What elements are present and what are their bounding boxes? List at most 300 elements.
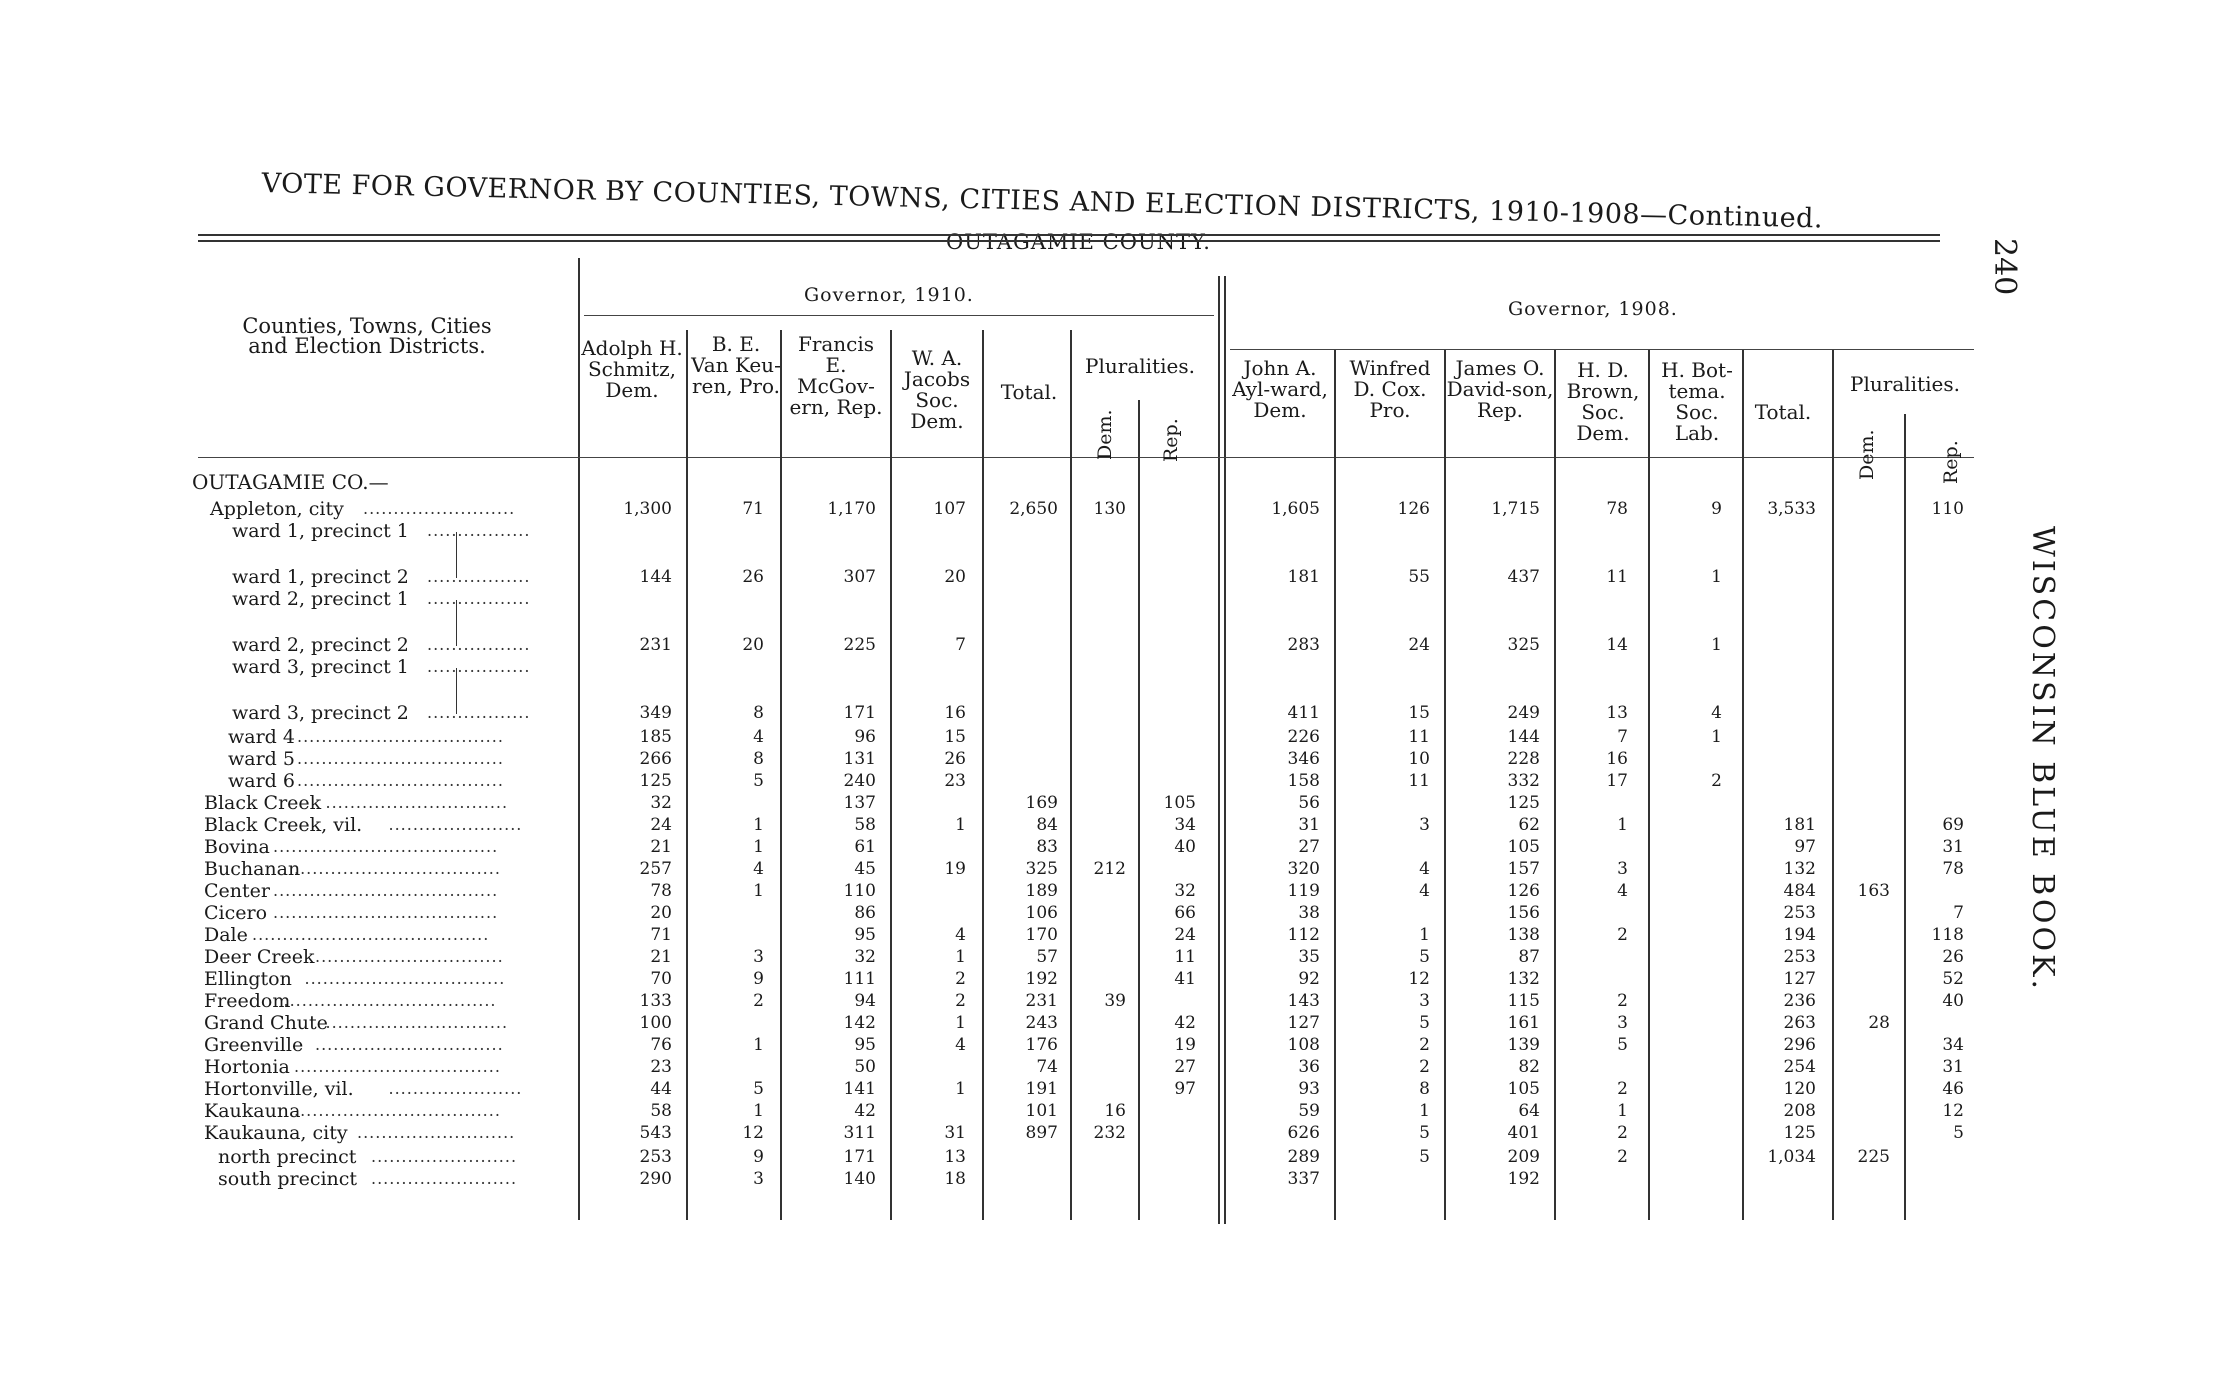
cell-1908: 1,605	[1271, 499, 1320, 519]
cell-1910: 185	[639, 727, 672, 747]
cell-1908: 125	[1783, 1123, 1816, 1143]
row-label: Hortonia	[204, 1056, 290, 1078]
cell-1910: 543	[639, 1123, 672, 1143]
cell-1908: 40	[1942, 991, 1964, 1011]
side-page-number: 240	[1987, 238, 2022, 296]
cell-1910: 257	[639, 859, 672, 879]
row-label: Ellington	[204, 968, 292, 990]
leader-dots: ..............................	[325, 793, 509, 812]
cell-1910: 9	[753, 1147, 764, 1167]
cell-1910: 142	[843, 1013, 876, 1033]
cell-1908: 62	[1518, 815, 1540, 835]
cell-1910: 58	[854, 815, 876, 835]
cell-1910: 225	[843, 635, 876, 655]
header-bottom-rule	[198, 457, 1974, 458]
cell-1910: 105	[1163, 793, 1196, 813]
row-label: ward 1, precinct 2	[232, 566, 409, 588]
cell-1908: 78	[1942, 859, 1964, 879]
cell-1910: 349	[639, 703, 672, 723]
row-label: Black Creek	[204, 792, 322, 814]
cell-1908: 132	[1783, 859, 1816, 879]
cell-1908: 332	[1507, 771, 1540, 791]
cell-1910: 140	[843, 1169, 876, 1189]
cell-1910: 133	[639, 991, 672, 1011]
cell-1910: 5	[753, 771, 764, 791]
row-label: ward 6	[228, 770, 295, 792]
cell-1910: 1	[955, 1079, 966, 1099]
cell-1910: 266	[639, 749, 672, 769]
cell-1910: 2	[955, 969, 966, 989]
cell-1908: 112	[1287, 925, 1320, 945]
cell-1908: 1	[1419, 925, 1430, 945]
cell-1908: 289	[1287, 1147, 1320, 1167]
cell-1908: 31	[1298, 815, 1320, 835]
row-label: Kaukauna	[204, 1100, 301, 1122]
cell-1908: 11	[1408, 771, 1430, 791]
row-label: Cicero	[204, 902, 268, 924]
leader-dots: .........................	[363, 499, 516, 518]
cell-1910: 189	[1025, 881, 1058, 901]
cell-1908: 7	[1953, 903, 1964, 923]
cell-1908: 28	[1868, 1013, 1890, 1033]
cell-1908: 69	[1942, 815, 1964, 835]
cell-1908: 31	[1942, 1057, 1964, 1077]
cell-1910: 95	[854, 925, 876, 945]
cell-1908: 337	[1287, 1169, 1320, 1189]
cell-1908: 2	[1617, 1079, 1628, 1099]
cell-1910: 12	[742, 1123, 764, 1143]
cell-1908: 138	[1507, 925, 1540, 945]
cell-1910: 8	[753, 703, 764, 723]
cell-1910: 86	[854, 903, 876, 923]
cell-1908: 226	[1287, 727, 1320, 747]
cell-1908: 12	[1408, 969, 1430, 989]
cell-1910: 311	[843, 1123, 876, 1143]
cell-1910: 1	[753, 1035, 764, 1055]
cell-1908: 97	[1794, 837, 1816, 857]
row-label: ward 3, precinct 1	[232, 656, 409, 678]
cell-1908: 110	[1931, 499, 1964, 519]
col-rule-9	[1554, 350, 1556, 1220]
cell-1908: 35	[1298, 947, 1320, 967]
row-label: ward 2, precinct 1	[232, 588, 409, 610]
cell-1910: 31	[944, 1123, 966, 1143]
leader-dots: .................................	[304, 969, 506, 988]
year-divider-b	[1224, 276, 1226, 1224]
col-rule-10	[1648, 350, 1650, 1220]
top-double-rule-1	[198, 234, 1940, 236]
cell-1910: 40	[1174, 837, 1196, 857]
cell-1910: 66	[1174, 903, 1196, 923]
cell-1908: 16	[1606, 749, 1628, 769]
leader-dots: .................	[427, 521, 531, 540]
cell-1908: 143	[1287, 991, 1320, 1011]
cell-1908: 2	[1419, 1057, 1430, 1077]
cell-1910: 107	[933, 499, 966, 519]
cell-1908: 192	[1507, 1169, 1540, 1189]
cell-1910: 100	[639, 1013, 672, 1033]
cell-1908: 14	[1606, 635, 1628, 655]
cell-1910: 16	[944, 703, 966, 723]
cell-1910: 26	[742, 567, 764, 587]
cell-1908: 1	[1711, 727, 1722, 747]
cell-1908: 3	[1617, 859, 1628, 879]
cell-1908: 437	[1507, 567, 1540, 587]
cell-1910: 4	[955, 925, 966, 945]
leader-dots: ..................................	[297, 771, 504, 790]
cell-1910: 42	[1174, 1013, 1196, 1033]
col-rule-5	[1070, 330, 1072, 1220]
cell-1908: 56	[1298, 793, 1320, 813]
cell-1910: 137	[843, 793, 876, 813]
col-rule-11	[1742, 350, 1744, 1220]
cell-1908: 253	[1783, 947, 1816, 967]
cell-1908: 209	[1507, 1147, 1540, 1167]
leader-dots: ..................................	[294, 1057, 501, 1076]
cell-1910: 23	[944, 771, 966, 791]
col-rule-6	[1138, 400, 1140, 1220]
cell-1910: 8	[753, 749, 764, 769]
col-rule-8	[1444, 350, 1446, 1220]
cell-1910: 83	[1036, 837, 1058, 857]
row-label: Hortonville, vil.	[204, 1078, 354, 1100]
cell-1908: 115	[1507, 991, 1540, 1011]
cell-1908: 236	[1783, 991, 1816, 1011]
cell-1908: 126	[1397, 499, 1430, 519]
cell-1908: 127	[1287, 1013, 1320, 1033]
cell-1908: 82	[1518, 1057, 1540, 1077]
group-1908-heading: Governor, 1908.	[1508, 298, 1678, 320]
cell-1910: 1	[753, 881, 764, 901]
cell-1908: 11	[1408, 727, 1430, 747]
cell-1910: 45	[854, 859, 876, 879]
row-label: Center	[204, 880, 270, 902]
leader-dots: ........................	[371, 1147, 518, 1166]
cell-1908: 2	[1617, 1123, 1628, 1143]
cell-1908: 7	[1617, 727, 1628, 747]
col-1908-total: Total.	[1754, 400, 1812, 424]
cell-1908: 401	[1507, 1123, 1540, 1143]
cell-1908: 127	[1783, 969, 1816, 989]
cell-1908: 484	[1783, 881, 1816, 901]
cell-1910: 97	[1174, 1079, 1196, 1099]
cell-1910: 1	[753, 815, 764, 835]
cell-1910: 71	[742, 499, 764, 519]
cell-1910: 2	[955, 991, 966, 1011]
group-1910-rule	[584, 315, 1214, 316]
cell-1910: 144	[639, 567, 672, 587]
row-label: Black Creek, vil.	[204, 814, 363, 836]
cell-1910: 24	[650, 815, 672, 835]
cell-1908: 2	[1617, 991, 1628, 1011]
cell-1908: 283	[1287, 635, 1320, 655]
cell-1908: 27	[1298, 837, 1320, 857]
cell-1910: 1	[753, 837, 764, 857]
col-rule-2	[780, 330, 782, 1220]
cell-1908: 4	[1711, 703, 1722, 723]
county-heading: OUTAGAMIE COUNTY.	[946, 230, 1211, 254]
leader-dots: ..................................	[294, 859, 501, 878]
cell-1908: 320	[1287, 859, 1320, 879]
cell-1908: 346	[1287, 749, 1320, 769]
leader-dots: .................	[427, 657, 531, 676]
cell-1910: 34	[1174, 815, 1196, 835]
col-1908-davidson: James O. David-son, Rep.	[1446, 356, 1554, 422]
cell-1910: 2,650	[1009, 499, 1058, 519]
cell-1908: 158	[1287, 771, 1320, 791]
cell-1908: 3	[1617, 1013, 1628, 1033]
row-label: Deer Creek	[204, 946, 315, 968]
precinct-brace	[450, 668, 457, 714]
row-label: ward 5	[228, 748, 295, 770]
cell-1910: 897	[1025, 1123, 1058, 1143]
col-rule-1	[686, 330, 688, 1220]
precinct-brace	[450, 532, 457, 578]
col-rule-4	[982, 330, 984, 1220]
cell-1910: 191	[1025, 1079, 1058, 1099]
cell-1910: 1	[955, 947, 966, 967]
cell-1908: 3	[1419, 815, 1430, 835]
cell-1908: 1,715	[1491, 499, 1540, 519]
cell-1910: 1	[955, 1013, 966, 1033]
leader-dots: ..................................	[297, 749, 504, 768]
cell-1908: 411	[1287, 703, 1320, 723]
cell-1910: 1,300	[623, 499, 672, 519]
cell-1908: 118	[1931, 925, 1964, 945]
cell-1908: 2	[1617, 925, 1628, 945]
cell-1908: 1	[1617, 815, 1628, 835]
cell-1908: 263	[1783, 1013, 1816, 1033]
cell-1908: 1	[1617, 1101, 1628, 1121]
cell-1910: 4	[955, 1035, 966, 1055]
cell-1908: 3,533	[1767, 499, 1816, 519]
cell-1910: 44	[650, 1079, 672, 1099]
col-rule-13	[1904, 414, 1906, 1220]
cell-1910: 9	[753, 969, 764, 989]
page-title: VOTE FOR GOVERNOR BY COUNTIES, TOWNS, CITIES AND ELECTION DISTRICTS, 1910-1908—Continued.	[261, 168, 1824, 235]
cell-1908: 181	[1287, 567, 1320, 587]
col-1908-plur-rep: Rep.	[1940, 440, 1962, 484]
cell-1908: 161	[1507, 1013, 1540, 1033]
cell-1910: 130	[1093, 499, 1126, 519]
col-1908-cox: Winfred D. Cox. Pro.	[1349, 356, 1431, 422]
cell-1910: 3	[753, 1169, 764, 1189]
cell-1908: 253	[1783, 903, 1816, 923]
leader-dots: ..........................	[357, 1123, 516, 1142]
cell-1908: 5	[1953, 1123, 1964, 1143]
cell-1908: 4	[1419, 859, 1430, 879]
cell-1910: 20	[742, 635, 764, 655]
row-label: Bovina	[204, 836, 270, 858]
group-1910-heading: Governor, 1910.	[804, 284, 974, 306]
row-label: Appleton, city	[210, 498, 344, 520]
cell-1908: 5	[1419, 1013, 1430, 1033]
precinct-brace	[450, 600, 457, 646]
cell-1908: 254	[1783, 1057, 1816, 1077]
leader-dots: .....................................	[273, 881, 499, 900]
cell-1910: 307	[843, 567, 876, 587]
cell-1910: 240	[843, 771, 876, 791]
cell-1910: 26	[944, 749, 966, 769]
cell-1910: 192	[1025, 969, 1058, 989]
cell-1910: 61	[854, 837, 876, 857]
cell-1908: 1	[1711, 635, 1722, 655]
cell-1908: 1	[1419, 1101, 1430, 1121]
cell-1908: 15	[1408, 703, 1430, 723]
cell-1908: 52	[1942, 969, 1964, 989]
leader-dots: .................	[427, 589, 531, 608]
col-1910-pluralities: Pluralities.	[1085, 354, 1195, 378]
cell-1908: 2	[1419, 1035, 1430, 1055]
leader-dots: ..................................	[297, 727, 504, 746]
cell-1910: 5	[753, 1079, 764, 1099]
cell-1910: 50	[854, 1057, 876, 1077]
cell-1910: 1,170	[827, 499, 876, 519]
cell-1910: 232	[1093, 1123, 1126, 1143]
cell-1908: 194	[1783, 925, 1816, 945]
cell-1910: 11	[1174, 947, 1196, 967]
cell-1910: 58	[650, 1101, 672, 1121]
col-1908-bottema: H. Bot-tema. Soc. Lab.	[1661, 358, 1733, 445]
leader-dots: ........................	[371, 1169, 518, 1188]
cell-1910: 110	[843, 881, 876, 901]
cell-1910: 20	[944, 567, 966, 587]
cell-1908: 4	[1617, 881, 1628, 901]
cell-1910: 19	[944, 859, 966, 879]
row-label: ward 1, precinct 1	[232, 520, 409, 542]
cell-1908: 10	[1408, 749, 1430, 769]
top-double-rule-2	[198, 240, 1940, 242]
cell-1910: 74	[1036, 1057, 1058, 1077]
cell-1908: 24	[1408, 635, 1430, 655]
leader-dots: .................	[427, 567, 531, 586]
leader-dots: .....................................	[273, 837, 499, 856]
leader-dots: .................	[427, 635, 531, 654]
col-1910-total: Total.	[1000, 380, 1058, 404]
cell-1908: 5	[1419, 1147, 1430, 1167]
cell-1908: 26	[1942, 947, 1964, 967]
cell-1910: 24	[1174, 925, 1196, 945]
cell-1910: 57	[1036, 947, 1058, 967]
row-label: Freedom	[204, 990, 291, 1012]
leader-dots: ......................	[388, 815, 523, 834]
row-label: north precinct	[218, 1146, 357, 1168]
cell-1910: 231	[1025, 991, 1058, 1011]
cell-1908: 2	[1711, 771, 1722, 791]
cell-1910: 76	[650, 1035, 672, 1055]
cell-1908: 132	[1507, 969, 1540, 989]
side-book-title: WISCONSIN BLUE BOOK.	[2025, 526, 2060, 993]
cell-1908: 225	[1857, 1147, 1890, 1167]
col-rule-7	[1334, 350, 1336, 1220]
cell-1908: 296	[1783, 1035, 1816, 1055]
cell-1910: 131	[843, 749, 876, 769]
row-label: ward 3, precinct 2	[232, 702, 409, 724]
cell-1908: 34	[1942, 1035, 1964, 1055]
cell-1910: 3	[753, 947, 764, 967]
cell-1910: 176	[1025, 1035, 1058, 1055]
cell-1908: 93	[1298, 1079, 1320, 1099]
cell-1910: 2	[753, 991, 764, 1011]
cell-1910: 106	[1025, 903, 1058, 923]
col-rule-12	[1832, 350, 1834, 1220]
cell-1910: 42	[854, 1101, 876, 1121]
cell-1908: 208	[1783, 1101, 1816, 1121]
leader-dots: ..............................	[325, 1013, 509, 1032]
cell-1910: 21	[650, 837, 672, 857]
cell-1910: 78	[650, 881, 672, 901]
cell-1910: 96	[854, 727, 876, 747]
col-1910-mcgovern: Francis E. McGov-ern, Rep.	[789, 332, 883, 419]
cell-1910: 125	[639, 771, 672, 791]
cell-1908: 157	[1507, 859, 1540, 879]
cell-1910: 95	[854, 1035, 876, 1055]
cell-1910: 94	[854, 991, 876, 1011]
cell-1908: 144	[1507, 727, 1540, 747]
cell-1910: 39	[1104, 991, 1126, 1011]
cell-1910: 41	[1174, 969, 1196, 989]
cell-1910: 4	[753, 727, 764, 747]
cell-1908: 31	[1942, 837, 1964, 857]
leader-dots: .....................................	[273, 903, 499, 922]
stub-header: Counties, Towns, Cities and Election Districts.	[242, 314, 492, 358]
cell-1910: 212	[1093, 859, 1126, 879]
cell-1908: 5	[1419, 1123, 1430, 1143]
cell-1910: 23	[650, 1057, 672, 1077]
cell-1908: 120	[1783, 1079, 1816, 1099]
col-1908-aylward: John A. Ayl-ward, Dem.	[1232, 356, 1328, 422]
row-label: Kaukauna, city	[204, 1122, 348, 1144]
cell-1910: 290	[639, 1169, 672, 1189]
cell-1910: 111	[843, 969, 876, 989]
cell-1908: 626	[1287, 1123, 1320, 1143]
leader-dots: ...............................	[315, 1035, 504, 1054]
cell-1910: 101	[1025, 1101, 1058, 1121]
cell-1910: 21	[650, 947, 672, 967]
leader-dots: .......................................	[252, 925, 490, 944]
cell-1910: 243	[1025, 1013, 1058, 1033]
cell-1910: 4	[753, 859, 764, 879]
cell-1910: 231	[639, 635, 672, 655]
col-1910-plur-rep: Rep.	[1160, 418, 1182, 462]
cell-1910: 1	[955, 815, 966, 835]
leader-dots: ...............................	[315, 947, 504, 966]
cell-1908: 119	[1287, 881, 1320, 901]
cell-1910: 169	[1025, 793, 1058, 813]
cell-1910: 170	[1025, 925, 1058, 945]
cell-1910: 171	[843, 1147, 876, 1167]
col-1908-pluralities: Pluralities.	[1850, 372, 1960, 396]
cell-1908: 87	[1518, 947, 1540, 967]
leader-dots: ......................	[388, 1079, 523, 1098]
cell-1910: 253	[639, 1147, 672, 1167]
cell-1908: 105	[1507, 1079, 1540, 1099]
cell-1908: 36	[1298, 1057, 1320, 1077]
cell-1908: 3	[1419, 991, 1430, 1011]
row-label: ward 4	[228, 726, 295, 748]
cell-1908: 108	[1287, 1035, 1320, 1055]
cell-1908: 156	[1507, 903, 1540, 923]
cell-1908: 1,034	[1767, 1147, 1816, 1167]
cell-1910: 141	[843, 1079, 876, 1099]
cell-1908: 4	[1419, 881, 1430, 901]
cell-1910: 71	[650, 925, 672, 945]
cell-1908: 92	[1298, 969, 1320, 989]
cell-1908: 17	[1606, 771, 1628, 791]
row-label: south precinct	[218, 1168, 358, 1190]
row-label: Buchanan	[204, 858, 301, 880]
row-label: Grand Chute	[204, 1012, 328, 1034]
